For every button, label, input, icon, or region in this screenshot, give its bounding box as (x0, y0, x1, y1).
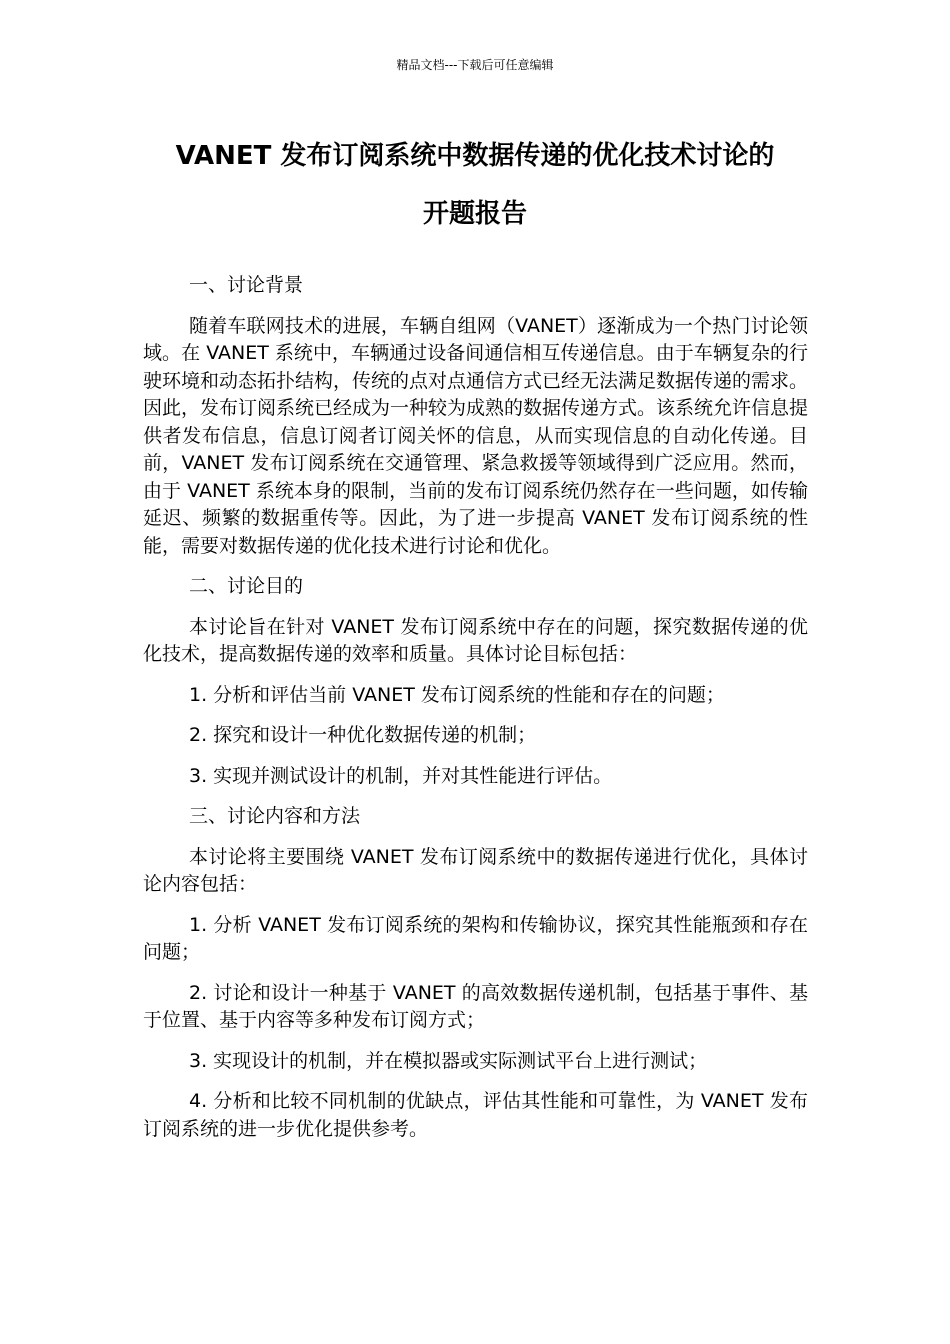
document-title-line-2: 开题报告 (422, 199, 527, 229)
content-item-3: 3. 实现设计的机制，并在模拟器或实际测试平台上进行测试； (189, 1049, 708, 1072)
content-item-2: 2. 讨论和设计一种基于 VANET 的高效数据传递机制，包括基于事件、基于位置、基于内容等多种发布订阅方式； (143, 981, 808, 1031)
document-body (143, 272, 808, 1156)
purpose-goal-2: 2. 探究和设计一种优化数据传递的机制； (189, 724, 537, 746)
purpose-intro-paragraph: 本讨论旨在针对 VANET 发布订阅系统中存在的问题，探究数据传递的优化技术，提高数据传递的效率和质量。具体讨论目标包括： (143, 615, 808, 665)
content-intro-paragraph: 本讨论将主要围绕 VANET 发布订阅系统中的数据传递进行优化，具体讨论内容包括： (143, 845, 808, 895)
purpose-goal-1: 1. 分析和评估当前 VANET 发布订阅系统的性能和存在的问题； (189, 683, 725, 706)
section-heading-content-method: 三、讨论内容和方法 (189, 805, 361, 827)
purpose-goal-3: 3. 实现并测试设计的机制，并对其性能进行评估。 (189, 764, 613, 787)
content-item-4: 4. 分析和比较不同机制的优缺点，评估其性能和可靠性，为 VANET 发布订阅系统的进一步优化提供参考。 (143, 1090, 808, 1140)
section-heading-purpose: 二、讨论目的 (189, 575, 304, 597)
background-paragraph: 随着车联网技术的进展，车辆自组网（VANET）逐渐成为一个热门讨论领域。在 VANET 系统中，车辆通过设备间通信相互传递信息。由于车辆复杂的行驶环境和动态拓扑结构，传统的点对点通信方式已经无法满足数据传递的需求。因此，发布订阅系统已经成为一种较为成熟的数据传递方式。该系统允许信息提供者发布信息，信息订阅者订阅关怀的信息，从而实现信息的自动化传递。目前，VANET 发布订阅系统在交通管理、紧急救援等领域得到广泛应用。然而，由于 VANET 系统本身的限制，当前的发布订阅系统仍然存在一些问题，如传输延迟、频繁的数据重传等。因此，为了进一步提高 VANET 发布订阅系统的性能，需要对数据传递的优化技术进行讨论和优化。 (143, 314, 809, 557)
content-item-1: 1. 分析 VANET 发布订阅系统的架构和传输协议，探究其性能瓶颈和存在问题； (143, 913, 808, 963)
section-heading-background: 一、讨论背景 (189, 274, 304, 296)
document-title-line-1: VANET 发布订阅系统中数据传递的优化技术讨论的 (175, 141, 775, 171)
header-note: 精品文档---下载后可任意编辑 (396, 58, 554, 72)
